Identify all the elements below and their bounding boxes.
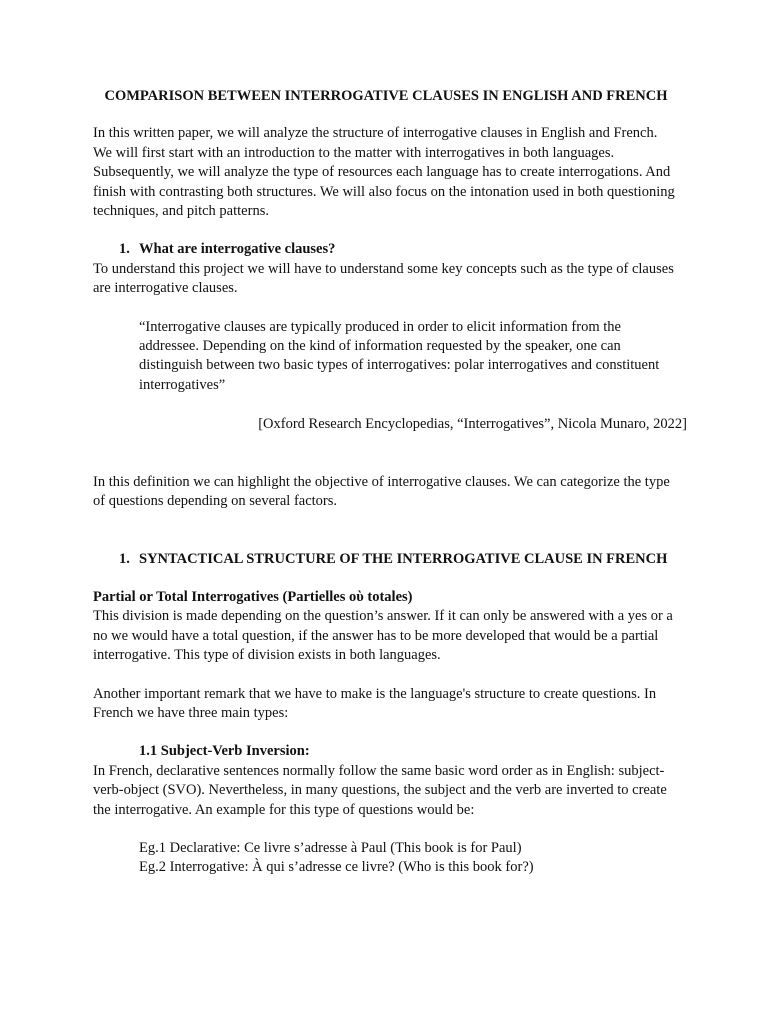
section-1-heading-text: What are interrogative clauses? xyxy=(139,241,336,258)
section-2-number: 1. xyxy=(119,550,130,567)
definition-followup-paragraph: In this definition we can highlight the objective of interrogative clauses. We can categorize the type of questions depending on several factors. xyxy=(93,473,670,510)
document-page xyxy=(93,87,687,878)
example-2: Eg.2 Interrogative: À qui s’adresse ce livre? (Who is this book for?) xyxy=(139,859,534,876)
partial-total-subheading: Partial or Total Interrogatives (Partielles oὺ totales) xyxy=(93,588,413,605)
subsection-1-1-heading: 1.1 Subject-Verb Inversion: xyxy=(139,743,310,760)
section-2-heading xyxy=(93,550,679,569)
definition-quote: “Interrogative clauses are typically produced in order to elicit information from the addressee. Depending on the kind of information requested by the speaker, one can distinguish between two basic types of interrogatives: polar interrogatives and constituent interrogatives” xyxy=(139,318,660,393)
spacer xyxy=(93,435,679,473)
partial-total-paragraph: This division is made depending on the question’s answer. If it can only be answered with a yes or a no we would have a total question, if the answer has to be more developed that would be a partial interrogative. This type of division exists in both languages. xyxy=(93,608,673,664)
spacer xyxy=(93,531,679,550)
section-1-paragraph: To understand this project we will have to understand some key concepts such as the type of clauses are interrogative clauses. xyxy=(93,260,674,297)
structure-remark-paragraph: Another important remark that we have to make is the language's structure to create questions. In French we have three main types: xyxy=(93,685,657,721)
section-2-heading-text: SYNTACTICAL STRUCTURE OF THE INTERROGATIVE CLAUSE IN FRENCH xyxy=(139,550,668,567)
quote-citation: [Oxford Research Encyclopedias, “Interrogatives”, Nicola Munaro, 2022] xyxy=(258,416,687,433)
subsection-1-1-paragraph: In French, declarative sentences normally follow the same basic word order as in English: subject-verb-object (SVO). Nevertheless, in many questions, the subject and the verb are inverted to create the interrogative. An example for this type of questions would be: xyxy=(93,762,667,818)
example-1: Eg.1 Declarative: Ce livre s’adresse à Paul (This book is for Paul) xyxy=(139,839,522,856)
section-1-number: 1. xyxy=(119,241,130,258)
document-title: COMPARISON BETWEEN INTERROGATIVE CLAUSES IN ENGLISH AND FRENCH xyxy=(104,88,668,104)
intro-paragraph: In this written paper, we will analyze the structure of interrogative clauses in English and French. We will first start with an introduction to the matter with interrogatives in both languages. Subsequently, we will analyze the type of resources each language has to create interrogations. And finish with contrasting both structures. We will also focus on the intonation used in both questioning techniques, and pitch patterns. xyxy=(93,125,675,220)
section-1-heading xyxy=(93,240,679,259)
